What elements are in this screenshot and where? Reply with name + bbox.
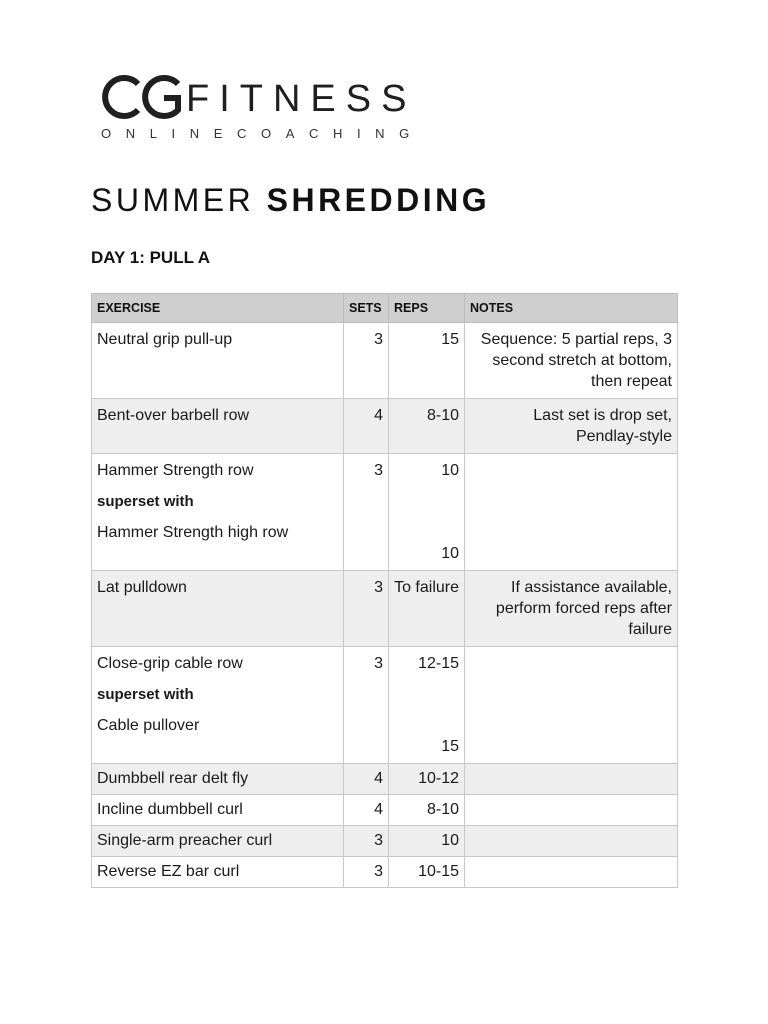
reps-value: 12-15 (418, 655, 459, 672)
exercise-cell: Reverse EZ bar curl (92, 857, 344, 888)
sets-cell: 4 (344, 795, 389, 826)
notes-cell (465, 647, 678, 764)
notes-cell (465, 857, 678, 888)
sets-cell: 3 (344, 857, 389, 888)
notes-cell: If assistance available, perform forced reps after failure (465, 571, 678, 647)
exercise-cell (92, 647, 344, 764)
notes-cell (465, 454, 678, 571)
superset-label: superset with (97, 493, 194, 510)
reps-cell (389, 647, 465, 764)
sets-cell: 3 (344, 323, 389, 399)
brand-tagline: ONLINECOACHING (101, 126, 424, 141)
notes-cell: Sequence: 5 partial reps, 3 second stretch at bottom, then repeat (465, 323, 678, 399)
exercise-cell: Dumbbell rear delt fly (92, 764, 344, 795)
brand-wordmark: FITNESS (186, 78, 417, 120)
header-reps: REPS (389, 294, 465, 323)
reps-value-2: 10 (441, 545, 459, 562)
table-row (92, 826, 678, 857)
notes-cell (465, 764, 678, 795)
day-heading: DAY 1: PULL A (91, 248, 211, 267)
table-row (92, 647, 678, 764)
reps-value-2: 15 (441, 738, 459, 755)
title-bold: SHREDDING (266, 182, 491, 218)
sets-cell: 4 (344, 764, 389, 795)
exercise-cell: Neutral grip pull-up (92, 323, 344, 399)
table-row (92, 323, 678, 399)
exercise-name-2: Hammer Strength high row (97, 524, 289, 541)
reps-cell: 15 (389, 323, 465, 399)
header-sets: SETS (344, 294, 389, 323)
sets-cell: 3 (344, 826, 389, 857)
exercise-cell: Incline dumbbell curl (92, 795, 344, 826)
exercise-cell: Single-arm preacher curl (92, 826, 344, 857)
table-row (92, 857, 678, 888)
reps-cell: 8-10 (389, 795, 465, 826)
title-light: SUMMER (91, 182, 255, 218)
reps-cell: 8-10 (389, 399, 465, 454)
table-header-row (92, 294, 678, 323)
sets-cell: 3 (344, 571, 389, 647)
header-exercise: EXERCISE (92, 294, 344, 323)
reps-cell: To failure (389, 571, 465, 647)
reps-cell: 10 (389, 826, 465, 857)
notes-cell (465, 826, 678, 857)
brand-logo (100, 74, 430, 144)
exercise-cell: Lat pulldown (92, 571, 344, 647)
sets-cell: 3 (344, 647, 389, 764)
reps-value: 10 (441, 462, 459, 479)
workout-table (91, 293, 678, 888)
sets-cell: 4 (344, 399, 389, 454)
reps-cell: 10-12 (389, 764, 465, 795)
notes-cell: Last set is drop set, Pendlay-style (465, 399, 678, 454)
exercise-name-2: Cable pullover (97, 717, 200, 734)
exercise-cell: Bent-over barbell row (92, 399, 344, 454)
exercise-name: Close-grip cable row (97, 655, 243, 672)
table-row (92, 571, 678, 647)
exercise-cell (92, 454, 344, 571)
notes-cell (465, 795, 678, 826)
reps-cell: 10-15 (389, 857, 465, 888)
table-row (92, 454, 678, 571)
table-row (92, 399, 678, 454)
header-notes: NOTES (465, 294, 678, 323)
table-row (92, 795, 678, 826)
sets-cell: 3 (344, 454, 389, 571)
exercise-name: Hammer Strength row (97, 462, 254, 479)
table-row (92, 764, 678, 795)
superset-label: superset with (97, 686, 194, 703)
reps-cell (389, 454, 465, 571)
page-title (91, 182, 490, 219)
cg-logo-mark (100, 74, 182, 120)
